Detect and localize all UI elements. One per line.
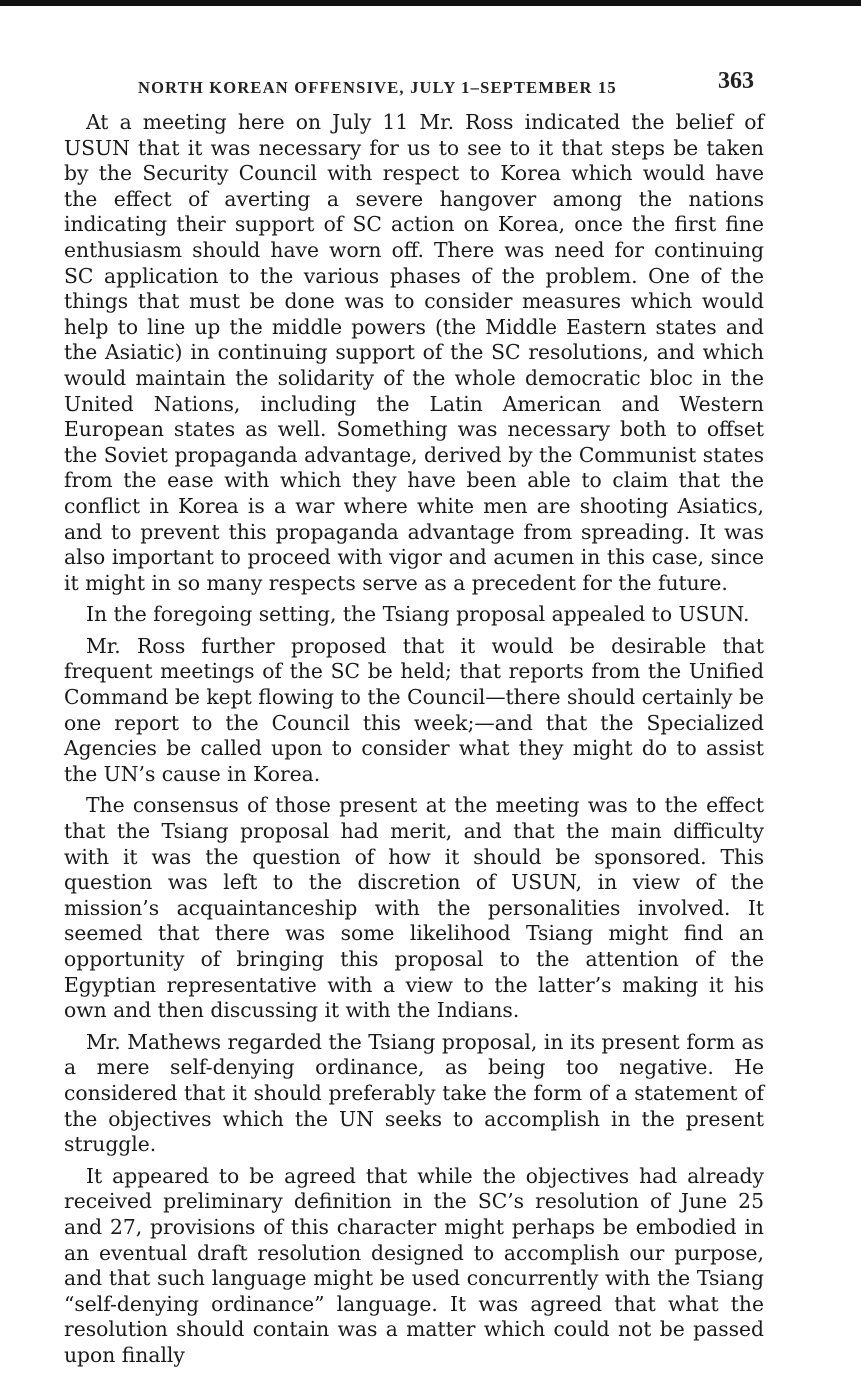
running-title: NORTH KOREAN OFFENSIVE, JULY 1–SEPTEMBER 15 <box>138 78 617 97</box>
paragraph-objectives: It appeared to be agreed that while the objectives had already received preliminary definition in the SC’s resolution of June 25 and 27, provisions of this character might perhaps be embodied in an eventual draft resolution designed to accomplish our purpose, and that such language might be used concurrently with the Tsiang “self-denying ordinance” language. It was agreed that what the resolution should contain was a matter which could not be passed upon finally <box>64 1163 764 1367</box>
document-page <box>64 60 764 1369</box>
page-top-rule <box>0 0 861 6</box>
body-text <box>64 110 764 1369</box>
paragraph-ross-proposal: Mr. Ross further proposed that it would be desirable that frequent meetings of the SC be held; that reports from the Unified Command be kept flowing to the Council—there should certainly be one report to the Council this week;—and that the Specialized Agencies be called upon to consider what they might do to assist the UN’s cause in Korea. <box>64 633 764 786</box>
page-number: 363 <box>718 68 754 94</box>
paragraph-mathews: Mr. Mathews regarded the Tsiang proposal, in its present form as a mere self-denying ordinance, as being too negative. He considered that it should preferably take the form of a statement of the objectives which the UN seeks to accomplish in the present struggle. <box>64 1029 764 1157</box>
paragraph-meeting-july-11: At a meeting here on July 11 Mr. Ross indicated the belief of USUN that it was necessary for us to see to it that steps be taken by the Security Council with respect to Korea which would have the effect of averting a severe hangover among the nations indicating their support of SC action on Korea, once the first fine enthusiasm should have worn off. There was need for continuing SC application to the various phases of the problem. One of the things that must be done was to consider measures which would help to line up the middle powers (the Middle Eastern states and the Asiatic) in continuing support of the SC resolutions, and which would maintain the solidarity of the whole democratic bloc in the United Nations, including the Latin American and Western European states as well. Something was necessary both to offset the Soviet propaganda advantage, derived by the Communist states from the ease with which they have been able to claim that the conflict in Korea is a war where white men are shooting Asiatics, and to prevent this propaganda advantage from spreading. It was also important to proceed with vigor and acumen in this case, since it might in so many respects serve as a precedent for the future. <box>64 110 764 595</box>
running-head <box>64 60 764 100</box>
paragraph-foregoing-setting: In the foregoing setting, the Tsiang proposal appealed to USUN. <box>86 602 750 627</box>
paragraph-consensus: The consensus of those present at the meeting was to the effect that the Tsiang proposal had merit, and that the main difficulty with it was the question of how it should be sponsored. This question was left to the discretion of USUN, in view of the mission’s acquaintanceship with the personalities involved. It seemed that there was some likelihood Tsiang might find an opportunity of bringing this proposal to the attention of the Egyptian representative with a view to the latter’s making it his own and then discussing it with the Indians. <box>64 793 764 1023</box>
